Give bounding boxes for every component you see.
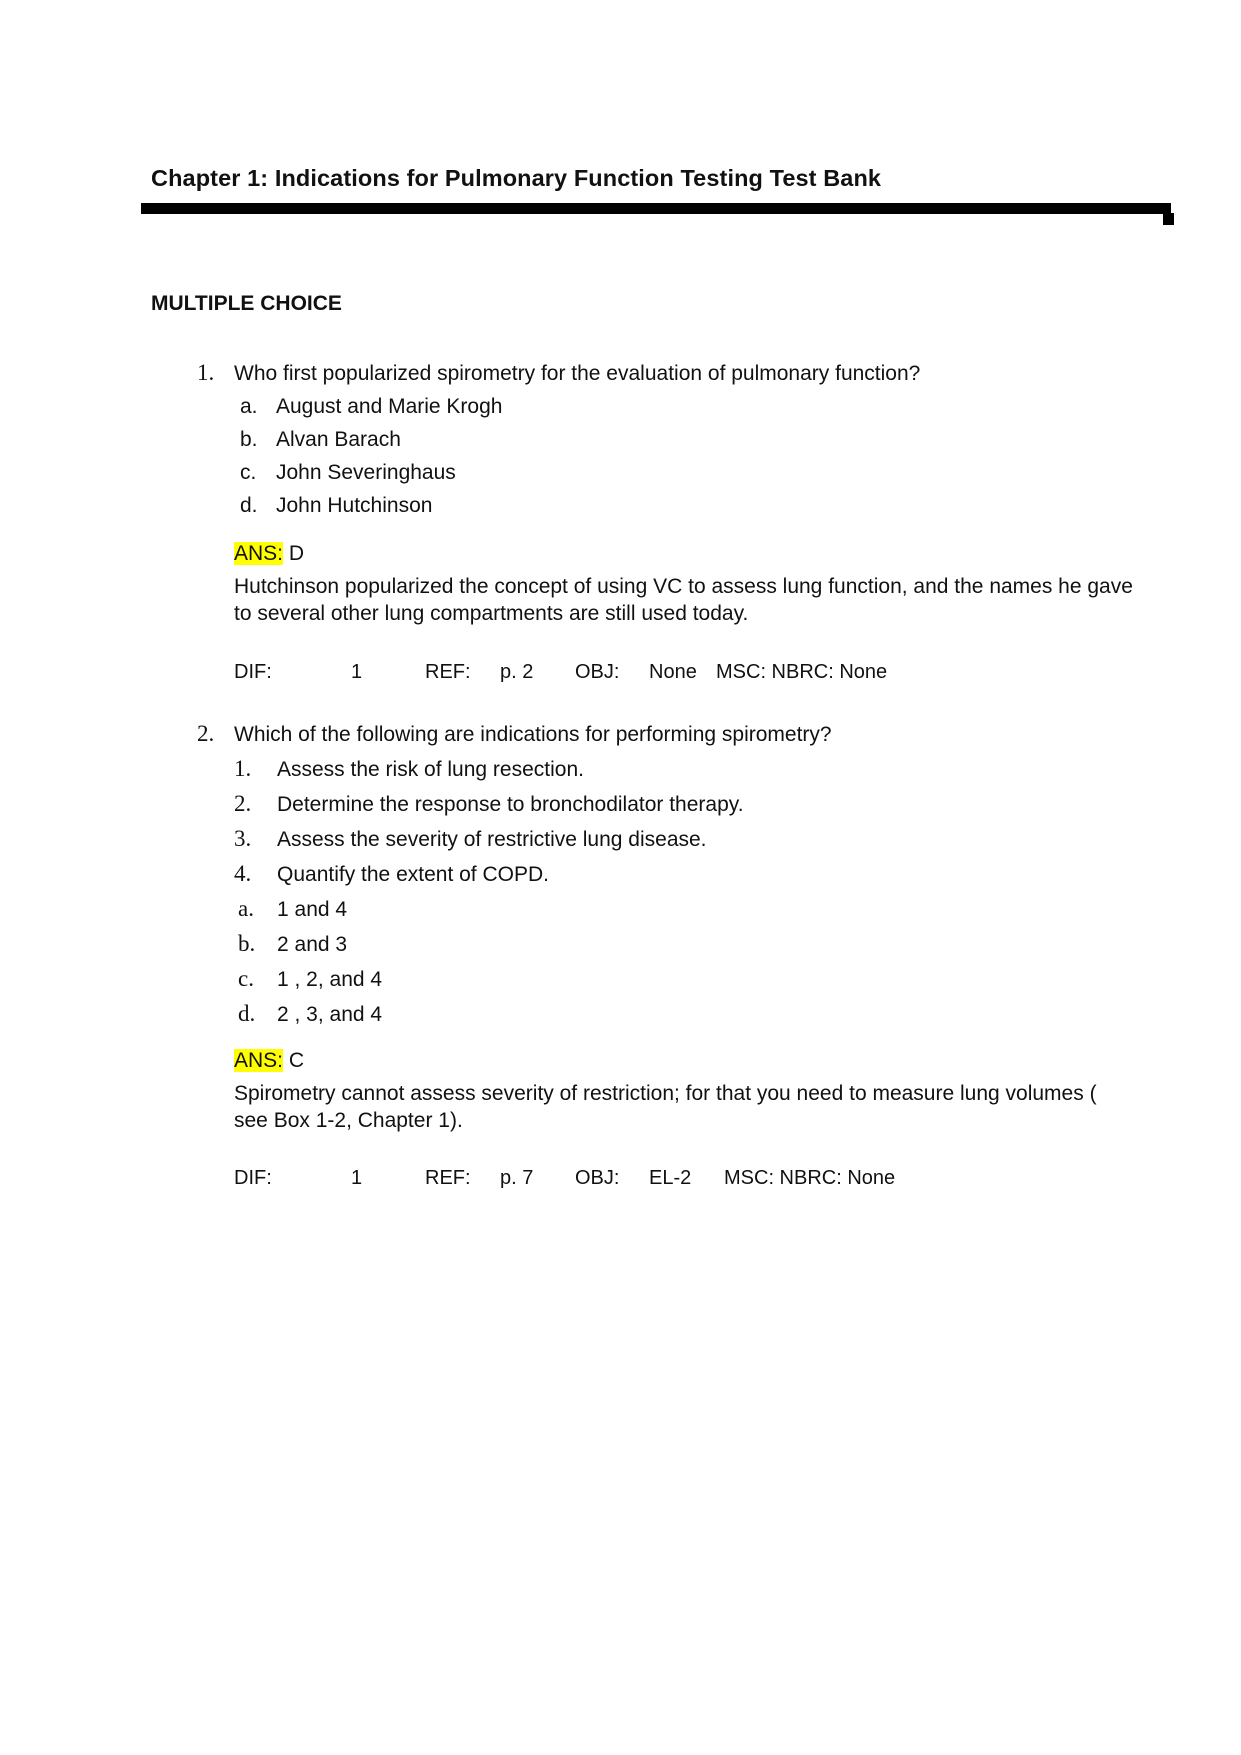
statement-number: 4. <box>234 861 252 886</box>
statement-number: 1. <box>234 756 252 781</box>
answer-value: D <box>288 542 305 565</box>
question-number: 2. <box>197 721 215 746</box>
ref-label: REF: <box>425 1167 471 1189</box>
explanation-line: Hutchinson popularized the concept of using VC to assess lung function, and the names he gave <box>234 575 1133 598</box>
statement-text: Quantify the extent of COPD. <box>277 863 549 886</box>
obj-label: OBJ: <box>575 1167 620 1189</box>
obj-value: EL-2 <box>649 1167 692 1189</box>
section-heading: MULTIPLE CHOICE <box>151 292 342 315</box>
option-letter: a. <box>240 395 258 418</box>
option-text: John Hutchinson <box>276 494 433 517</box>
statement-text: Assess the risk of lung resection. <box>277 758 584 781</box>
statement-number: 3. <box>234 826 252 851</box>
explanation-line: to several other lung compartments are still used today. <box>234 602 749 625</box>
option-text: 1 , 2, and 4 <box>277 968 383 991</box>
question-text: Who first popularized spirometry for the evaluation of pulmonary function? <box>234 362 921 385</box>
statement-number: 2. <box>234 791 252 816</box>
obj-label: OBJ: <box>575 661 620 683</box>
option-text: John Severinghaus <box>276 461 456 484</box>
option-letter: d. <box>240 494 258 517</box>
question-number: 1. <box>197 360 215 385</box>
page-title: Chapter 1: Indications for Pulmonary Function Testing Test Bank <box>151 165 882 191</box>
answer-label: ANS: <box>234 542 284 565</box>
option-text: 2 and 3 <box>277 933 348 956</box>
answer-line <box>234 542 304 566</box>
answer-line <box>234 1049 304 1073</box>
statement-text: Determine the response to bronchodilator therapy. <box>277 793 744 816</box>
statement-text: Assess the severity of restrictive lung disease. <box>277 828 707 851</box>
msc-value: MSC: NBRC: None <box>716 661 888 683</box>
dif-value: 1 <box>351 1167 363 1189</box>
option-letter: b. <box>240 428 258 451</box>
option-letter: a. <box>238 896 254 921</box>
ref-label: REF: <box>425 661 471 683</box>
answer-label: ANS: <box>234 1049 284 1072</box>
option-text: Alvan Barach <box>276 428 401 451</box>
dif-label: DIF: <box>234 661 272 683</box>
answer-value: C <box>288 1049 305 1072</box>
option-letter: c. <box>240 461 257 484</box>
option-text: 1 and 4 <box>277 898 348 921</box>
msc-value: MSC: NBRC: None <box>724 1167 896 1189</box>
dif-value: 1 <box>351 661 363 683</box>
title-underline-rule <box>141 203 1171 214</box>
option-letter: c. <box>238 966 254 991</box>
option-letter: d. <box>238 1001 256 1026</box>
dif-label: DIF: <box>234 1167 272 1189</box>
answer-explanation <box>234 1080 1174 1134</box>
rule-corner-mark <box>1163 213 1174 225</box>
explanation-line: Spirometry cannot assess severity of restriction; for that you need to measure lung volumes ( <box>234 1082 1097 1105</box>
ref-value: p. 7 <box>500 1167 534 1189</box>
option-text: 2 , 3, and 4 <box>277 1003 383 1026</box>
option-letter: b. <box>238 931 256 956</box>
option-text: August and Marie Krogh <box>276 395 503 418</box>
answer-explanation <box>234 573 1174 627</box>
question-text: Which of the following are indications for performing spirometry? <box>234 723 832 746</box>
explanation-line: see Box 1-2, Chapter 1). <box>234 1109 463 1132</box>
obj-value: None <box>649 661 697 683</box>
ref-value: p. 2 <box>500 661 534 683</box>
